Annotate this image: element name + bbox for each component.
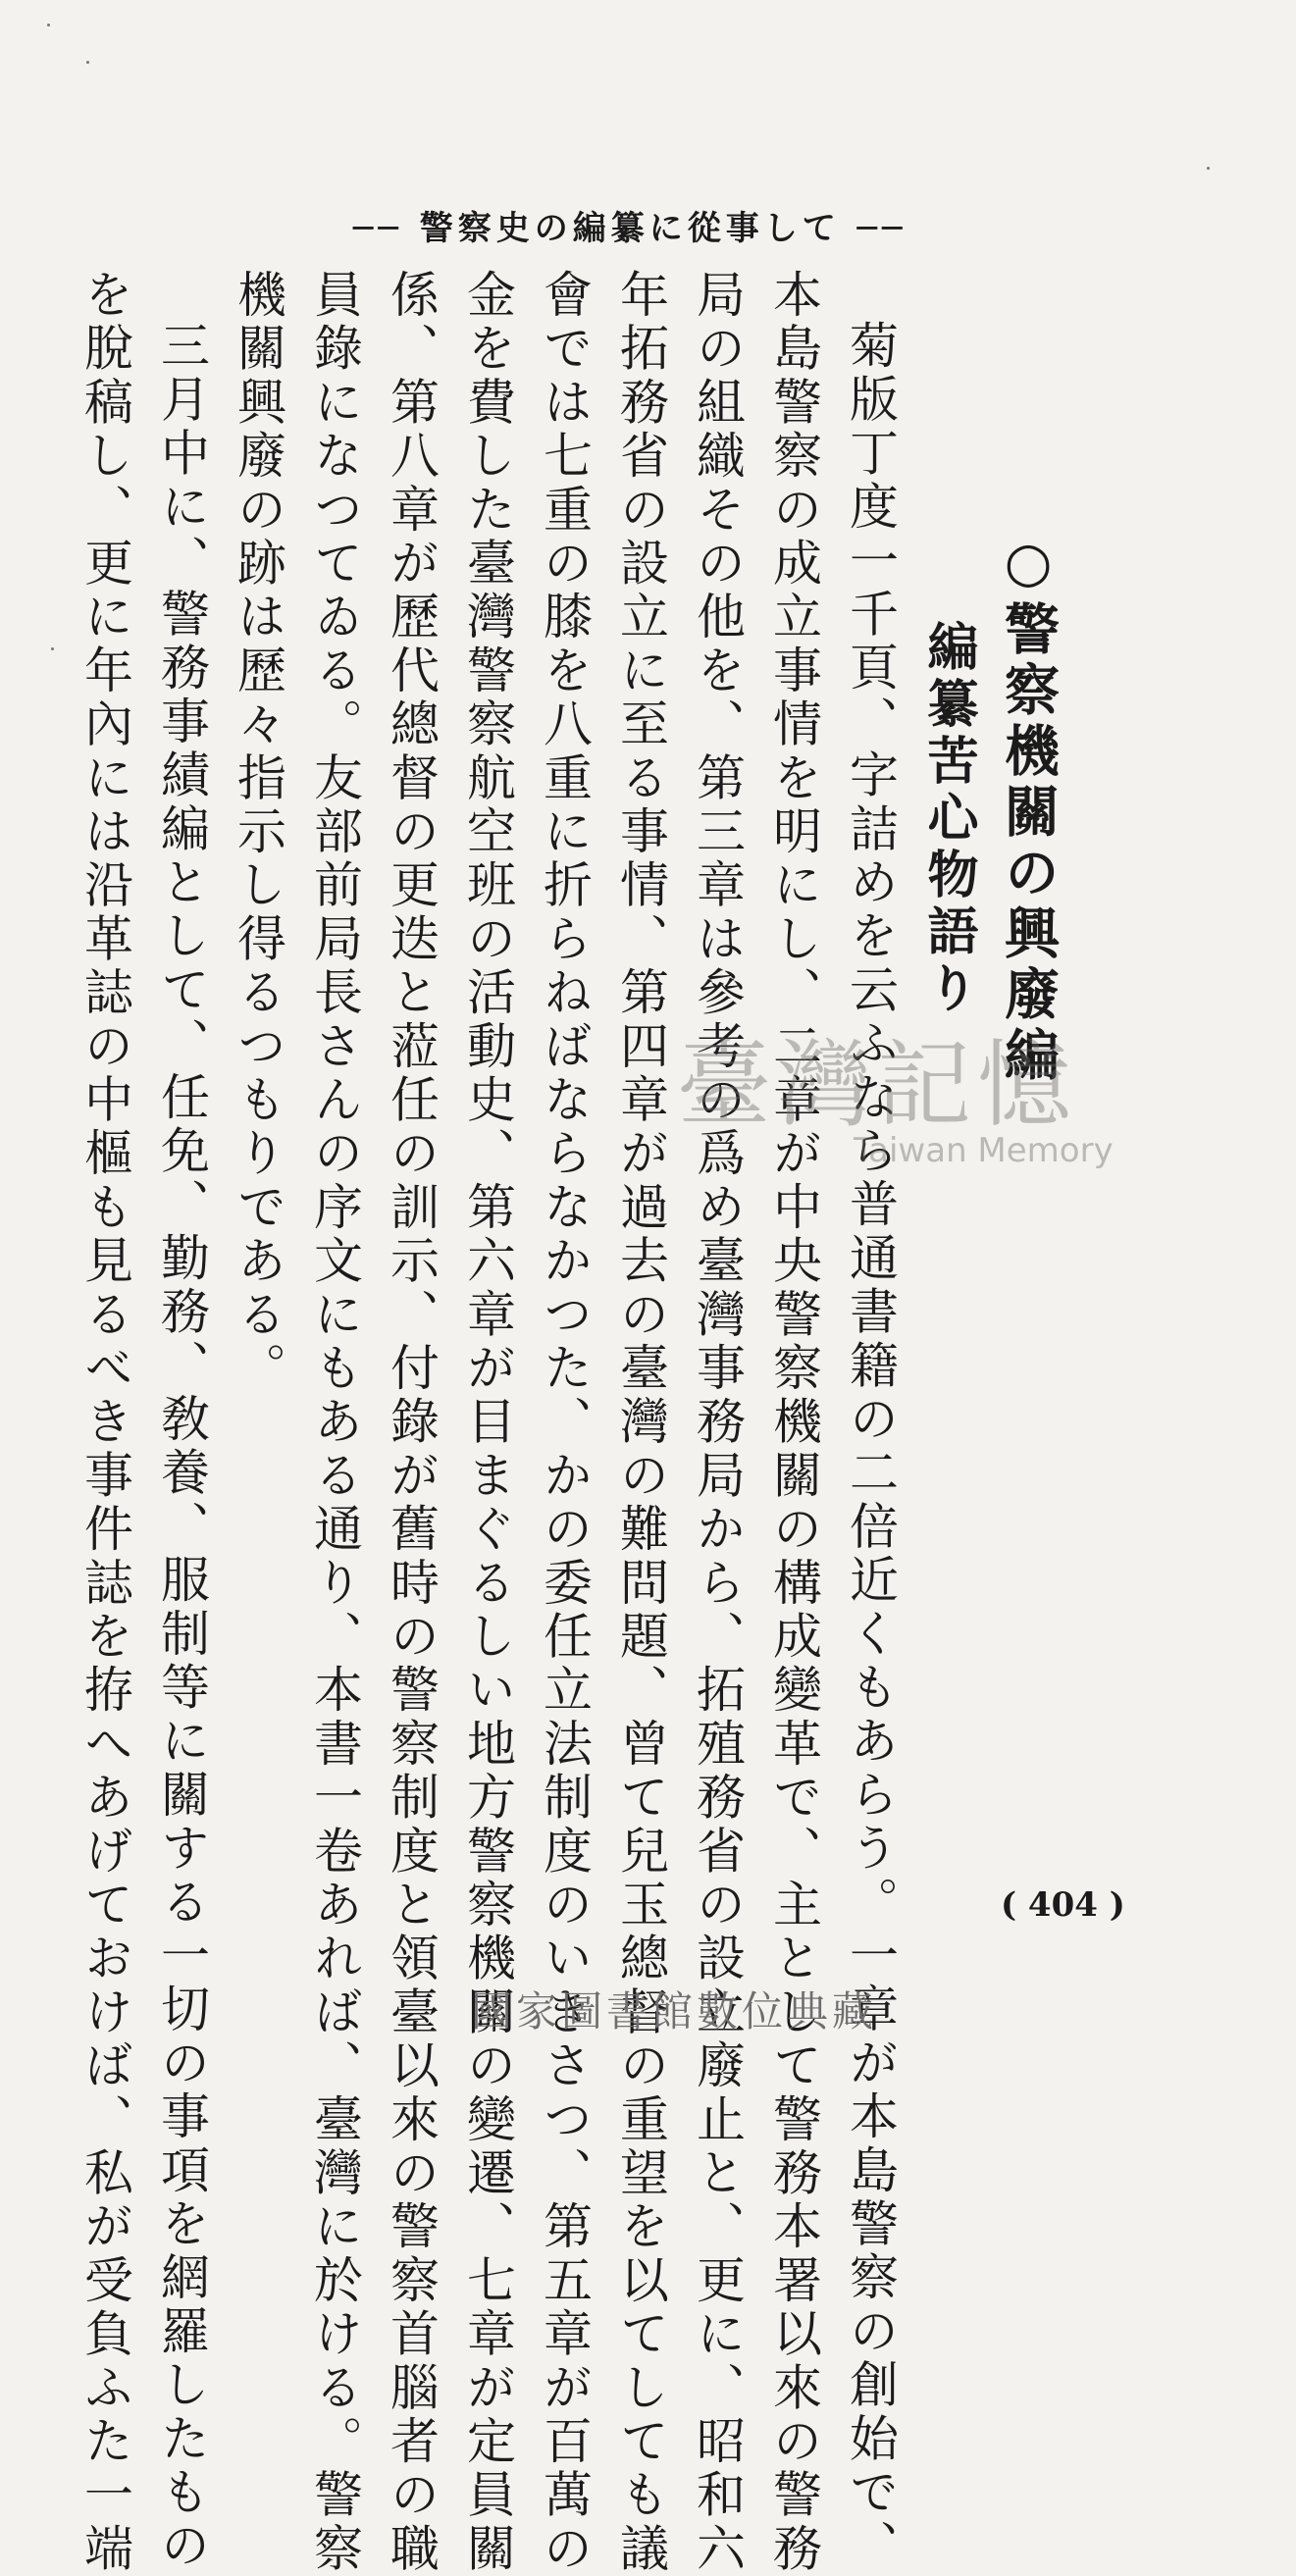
text-column-5: 會では七重の膝を八重に折らねばならなかつた、かの委任立法制度のいきさつ、第五章が百萬の xyxy=(536,269,593,2576)
text-column-8: 員錄になつてゐる。友部前局長さんの序文にもある通り、本書一卷あれば、臺灣に於ける。警察 xyxy=(306,269,363,2576)
text-column-4: 年拓務省の設立に至る事情、第四章が過去の臺灣の難問題、曾て兒玉總督の重望を以てしても議 xyxy=(612,269,669,2576)
section-sub-heading: 編纂苦心物語り xyxy=(918,620,978,1018)
text-column-1: 菊版丁度一千頁、字詰めを云ふなら普通書籍の二倍近くもあらう。一章が本島警察の創始で、 xyxy=(842,320,899,2574)
taiwan-memory-watermark xyxy=(677,1010,1114,1170)
scan-speck xyxy=(86,61,89,64)
text-column-3: 局の組織その他を、第三章は參考の爲め臺灣事務局から、拓殖務省の設立廢止と、更に、昭和六 xyxy=(689,269,746,2576)
page-number: ( 404 ) xyxy=(1001,1885,1125,1925)
scan-speck xyxy=(47,24,50,26)
text-column-2: 本島警察の成立事情を明にし、二章が中央警察機關の構成變革で、主として警務本署以來の警務 xyxy=(765,269,822,2576)
watermark-latin-text: Taiwan Memory xyxy=(854,1131,1114,1170)
scan-speck xyxy=(1207,167,1210,170)
watermark-cjk-text: 臺灣記憶 xyxy=(677,1030,1077,1140)
text-column-7: 係、第八章が歷代總督の更迭と蒞任の訓示、付錄が舊時の警察制度と領臺以來の警察首腦者の職 xyxy=(383,269,440,2576)
running-header: ── 警察史の編纂に從事して ── xyxy=(353,209,907,248)
text-column-6: 金を費した臺灣警察航空班の活動史、第六章が目まぐるしい地方警察機關の變遷、七章が定員關 xyxy=(459,269,516,2576)
text-column-10: 三月中に、警務事績編として、任免、勤務、敎養、服制等に關する一切の事項を網羅したもの xyxy=(153,320,210,2574)
library-footer: 國家圖書館數位典藏 xyxy=(471,1987,878,2035)
text-column-9: 機關興廢の跡は歷々指示し得るつもりである。 xyxy=(230,269,286,1396)
text-column-11: を脫稿し、更に年內には沿革誌の中樞も見るべき事件誌を拵へあげておけば、私が受負ふた一端 xyxy=(77,269,133,2576)
scan-speck xyxy=(51,647,54,650)
section-heading: ○警察機關の興廢編 xyxy=(996,530,1061,1087)
